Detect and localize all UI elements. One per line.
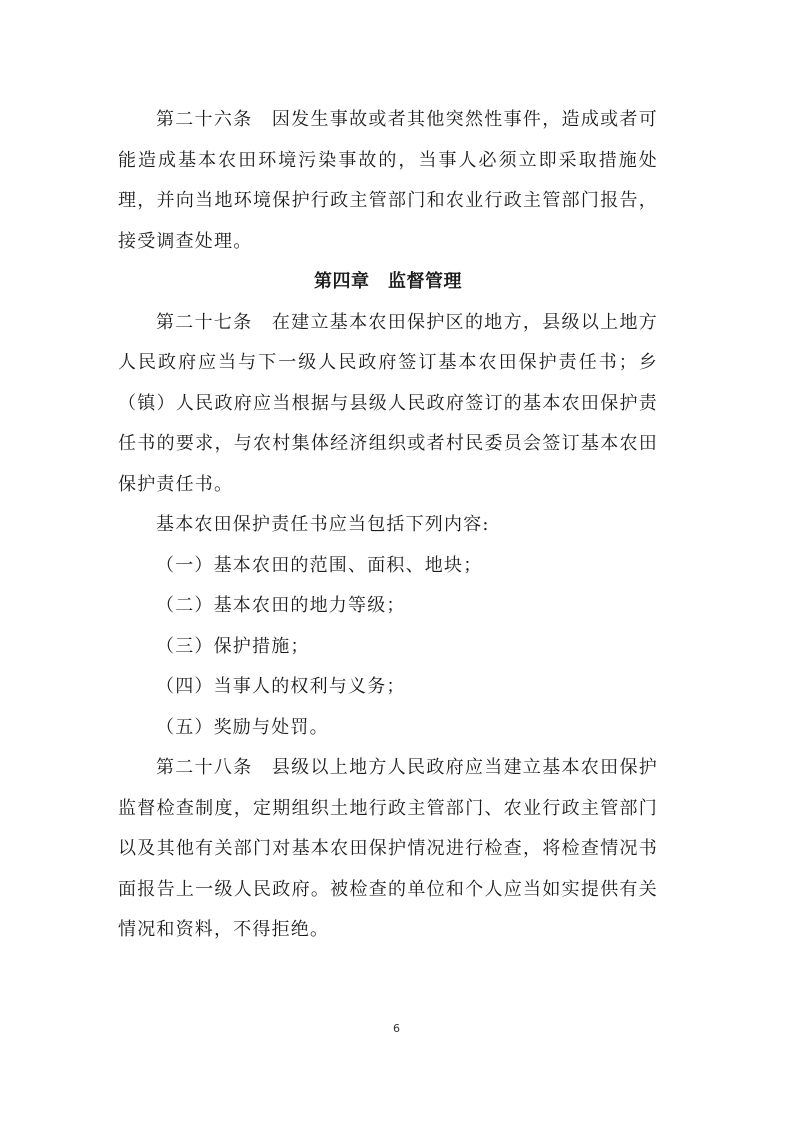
list-item: （四）当事人的权利与义务； xyxy=(156,676,406,697)
document-body xyxy=(118,100,658,951)
article-27-paragraph: 第二十七条 在建立基本农田保护区的地方，县级以上地方人民政府应当与下一级人民政府签订基本农田保护责任书；乡（镇）人民政府应当根据与县级人民政府签订的基本农田保护责任书的要求，与农村集体经济组织或者村民委员会签订基本农田保护责任书。 xyxy=(118,311,658,495)
article-26-paragraph: 第二十六条 因发生事故或者其他突然性事件，造成或者可能造成基本农田环境污染事故的，当事人必须立即采取措施处理，并向当地环境保护行政主管部门和农业行政主管部门报告，接受调查处理。 xyxy=(118,109,658,252)
list-item: （一）基本农田的范围、面积、地块； xyxy=(156,554,483,576)
contents-list xyxy=(118,546,658,749)
list-item: （五）奖励与处罚。 xyxy=(156,716,329,738)
chapter-heading: 第四章 监督管理 xyxy=(314,271,462,292)
list-item: （三）保护措施； xyxy=(156,635,310,657)
list-item: （二）基本农田的地力等级； xyxy=(156,595,406,616)
article-28-paragraph: 第二十八条 县级以上地方人民政府应当建立基本农田保护监督检查制度，定期组织土地行政主管部门、农业行政主管部门以及其他有关部门对基本农田保护情况进行检查，将检查情况书面报告上一级人民政府。被检查的单位和个人应当如实提供有关情况和资料，不得拒绝。 xyxy=(118,757,658,940)
page-number: 6 xyxy=(393,1022,400,1035)
contents-intro-paragraph: 基本农田保护责任书应当包括下列内容: xyxy=(156,514,490,535)
